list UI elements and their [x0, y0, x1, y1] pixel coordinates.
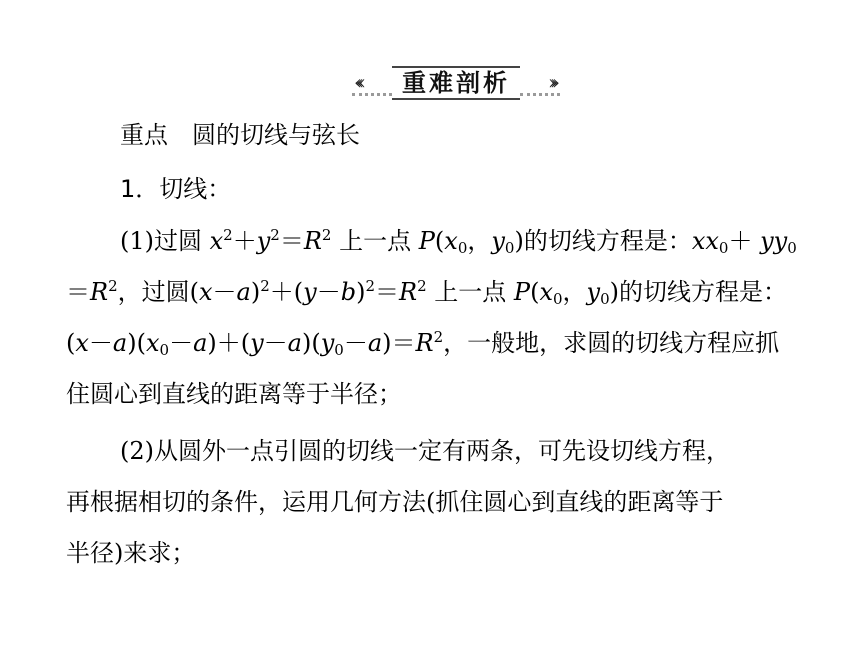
- para1-text: ，一般地，求圆的切线方程应抓: [443, 329, 780, 357]
- formula-tangent-a: $xx_0+ yy_0$: [691, 227, 797, 257]
- para2-line2: 再根据相切的条件，运用几何方法(抓住圆心到直线的距离等于: [66, 488, 724, 516]
- formula-tangent-b: $=R^2$: [66, 277, 118, 306]
- para1-text: (1)过圆: [120, 227, 210, 255]
- para1-text: 的切线方程是：: [523, 227, 692, 255]
- para1-line3: [66, 328, 779, 358]
- para1-line1: [120, 226, 797, 256]
- formula-tangent-general: $(x-a)(x_0-a)+(y-a)(y_0-a)=R^2$: [66, 328, 444, 359]
- chevrons-left-icon: ‹‹‹: [354, 70, 360, 94]
- para1-text: 的切线方程是：: [619, 278, 788, 306]
- para1-text: 上一点: [339, 227, 419, 255]
- para2-line1: (2)从圆外一点引圆的切线一定有两条，可先设切线方程，: [120, 437, 730, 465]
- chevrons-right-icon: ›››: [548, 70, 554, 94]
- formula-point: $P(x_0$，$y_0$): [418, 227, 524, 257]
- para1-line4: 住圆心到直线的距离等于半径；: [66, 380, 402, 408]
- para1-text: 上一点: [434, 278, 514, 306]
- section-banner: [352, 66, 560, 102]
- formula-point: $P(x_0$，$y_0$): [513, 278, 620, 308]
- item-title: 1．切线：: [120, 175, 232, 203]
- para2-line3: 半径)来求；: [66, 539, 196, 567]
- banner-title: 重难剖析: [402, 69, 510, 97]
- banner-box: [392, 66, 520, 100]
- formula-circle-general: $(x-a)^2+(y-b)^2=R^2$: [189, 277, 427, 306]
- para1-line2: [66, 277, 787, 307]
- section-title: 重点 圆的切线与弦长: [120, 121, 360, 149]
- dotted-rule-left: [352, 93, 392, 96]
- para1-text: ，过圆: [117, 278, 190, 306]
- dotted-rule-right: [520, 93, 560, 96]
- formula-circle: $x^2+y^2=R^2$: [209, 226, 332, 255]
